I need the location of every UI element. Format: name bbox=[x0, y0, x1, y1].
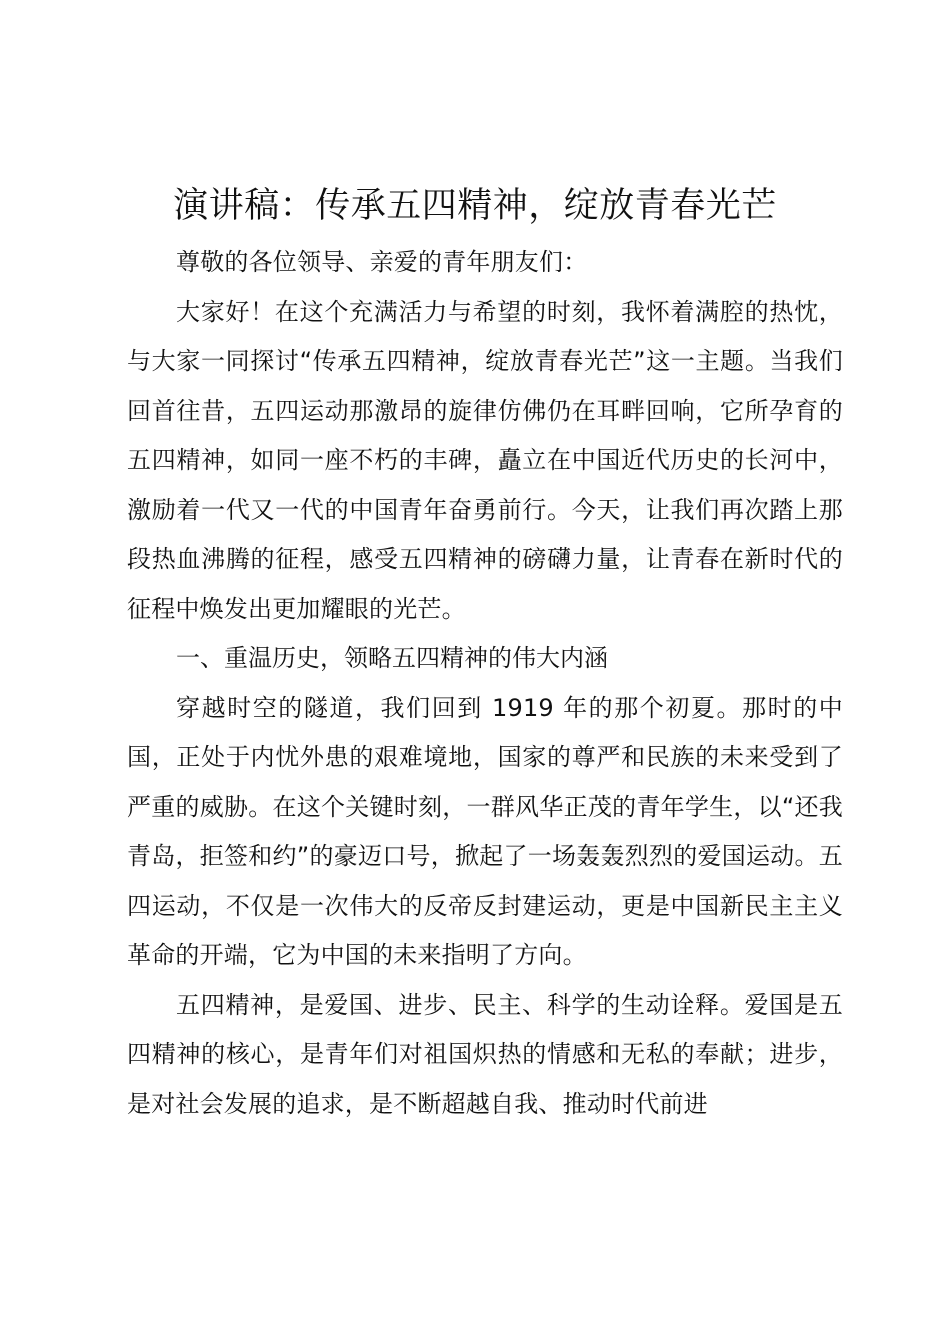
intro-paragraph: 大家好！在这个充满活力与希望的时刻，我怀着满腔的热忱，与大家一同探讨“传承五四精神，绽放青春光芒”这一主题。当我们回首往昔，五四运动那激昂的旋律仿佛仍在耳畔回响，它所孕育的五四精神，如同一座不朽的丰碑，矗立在中国近代历史的长河中，激励着一代又一代的中国青年奋勇前行。今天，让我们再次踏上那段热血沸腾的征程，感受五四精神的磅礴力量，让青春在新时代的征程中焕发出更加耀眼的光芒。 bbox=[127, 297, 843, 623]
salutation: 尊敬的各位领导、亲爱的青年朋友们： bbox=[176, 248, 588, 276]
section-heading: 一、重温历史，领略五四精神的伟大内涵 bbox=[176, 644, 608, 672]
document-title: 演讲稿：传承五四精神，绽放青春光芒 bbox=[173, 186, 777, 226]
document-body bbox=[127, 238, 843, 1129]
body-paragraph: 五四精神，是爱国、进步、民主、科学的生动诠释。爱国是五四精神的核心，是青年们对祖国炽热的情感和无私的奉献；进步，是对社会发展的追求，是不断超越自我、推动时代前进 bbox=[127, 990, 843, 1118]
body-paragraph: 穿越时空的隧道，我们回到 1919 年的那个初夏。那时的中国，正处于内忧外患的艰难境地，国家的尊严和民族的未来受到了严重的威胁。在这个关键时刻，一群风华正茂的青年学生，以“还我青岛，拒签和约”的豪迈口号，掀起了一场轰轰烈烈的爱国运动。五四运动，不仅是一次伟大的反帝反封建运动，更是中国新民主主义革命的开端，它为中国的未来指明了方向。 bbox=[127, 693, 843, 969]
